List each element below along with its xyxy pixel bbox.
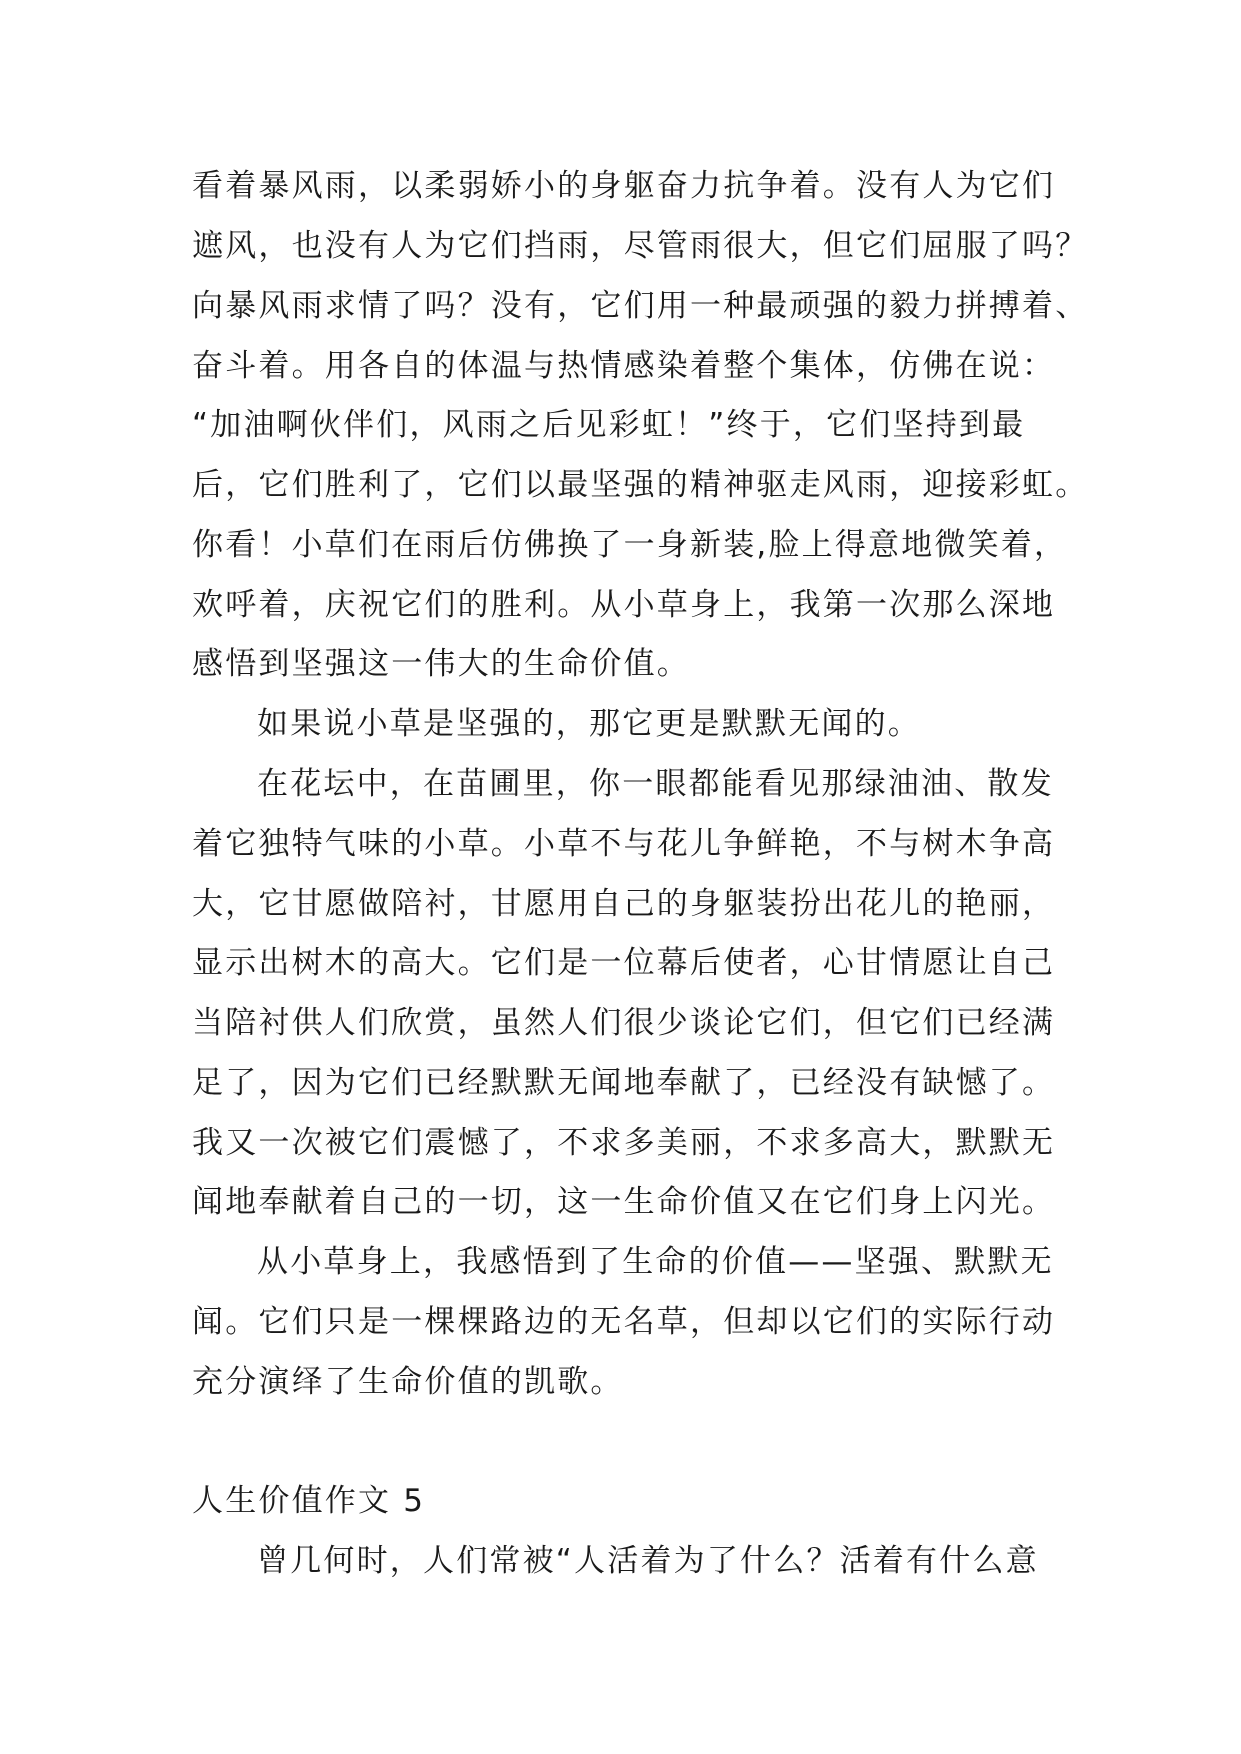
text-line: “加油啊伙伴们，风雨之后见彩虹！”终于，它们坚持到最 [192, 407, 1026, 443]
text-line: 向暴风雨求情了吗？没有，它们用一种最顽强的毅力拼搏着、 [192, 288, 1089, 324]
text-line: 你看！小草们在雨后仿佛换了一身新装,脸上得意地微笑着， [192, 527, 1068, 563]
paragraph-start-line: 在花坛中，在苗圃里，你一眼都能看见那绿油油、散发 [257, 766, 1054, 802]
section-heading: 人生价值作文 5 [192, 1483, 426, 1519]
text-line: 大，它甘愿做陪衬，甘愿用自己的身躯装扮出花儿的艳丽， [192, 886, 1056, 922]
text-line: 当陪衬供人们欣赏，虽然人们很少谈论它们，但它们已经满 [192, 1005, 1056, 1041]
text-line: 看着暴风雨，以柔弱娇小的身躯奋力抗争着。没有人为它们 [192, 168, 1056, 204]
text-line: 显示出树木的高大。它们是一位幕后使者，心甘情愿让自己 [192, 945, 1056, 981]
text-line: 遮风，也没有人为它们挡雨，尽管雨很大，但它们屈服了吗？ [192, 228, 1089, 264]
paragraph-start-line: 从小草身上，我感悟到了生命的价值——坚强、默默无 [257, 1244, 1054, 1280]
text-line: 欢呼着，庆祝它们的胜利。从小草身上，我第一次那么深地 [192, 587, 1056, 623]
paragraph-start-line: 如果说小草是坚强的，那它更是默默无闻的。 [257, 706, 921, 742]
text-line: 闻。它们只是一棵棵路边的无名草，但却以它们的实际行动 [192, 1304, 1056, 1340]
paragraph-start-line: 曾几何时，人们常被“人活着为了什么？活着有什么意 [257, 1543, 1039, 1579]
text-line: 充分演绎了生命价值的凯歌。 [192, 1364, 624, 1400]
text-line: 我又一次被它们震憾了，不求多美丽，不求多高大，默默无 [192, 1125, 1056, 1161]
text-line: 着它独特气味的小草。小草不与花儿争鲜艳，不与树木争高 [192, 826, 1056, 862]
text-line: 后，它们胜利了，它们以最坚强的精神驱走风雨，迎接彩虹。 [192, 467, 1089, 503]
text-line: 奋斗着。用各自的体温与热情感染着整个集体，仿佛在说： [192, 348, 1056, 384]
text-line: 足了，因为它们已经默默无闻地奉献了，已经没有缺憾了。 [192, 1065, 1056, 1101]
text-line: 感悟到坚强这一伟大的生命价值。 [192, 646, 690, 682]
text-line: 闻地奉献着自己的一切，这一生命价值又在它们身上闪光。 [192, 1184, 1056, 1220]
